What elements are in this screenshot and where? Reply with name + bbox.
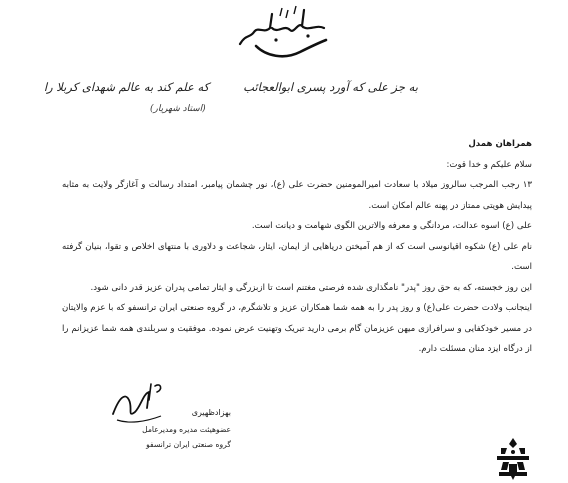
greeting: سلام علیکم و خدا قوت: (446, 159, 532, 170)
signatory-title: عضوهیئت مدیره ومدیرعامل (142, 425, 231, 434)
company-emblem-icon (493, 436, 533, 480)
paragraph-4: این روز خجسته، که به حق روز "پدر" نامگذاری شده فرصتی مغتنم است تا ازبزرگی و ایثار تمامی پدران عزیز قدر دانی شود. (90, 282, 532, 293)
poet-attribution: (استاد شهریار) (150, 104, 206, 114)
paragraph-1: ۱۳ رجب المرجب سالروز میلاد با سعادت امیرالمومنین حضرت علی (ع)، نور چشمان پیامبر، امتداد رسالت و آغازگر ولایت به مثابه پیدایش هویتی ممتاز در پهنه عالم امکان است. (62, 180, 532, 211)
signature-mark (105, 378, 175, 428)
poem-verse (44, 80, 418, 94)
paragraph-5: اینجانب ولادت حضرت علی(ع) و روز پدر را به همه شما همکاران عزیز و تلاشگرم، در گروه صنعتی ایران ترانسفو که با عزم والایتان در مسیر خودکفایی و سرافرازی میهن عزیزمان گام برمی دارید تبریک وتهنیت عرض نموده. موفقیت و سربلندی همه شما عزیزانم را از درگاه ایزد منان مسئلت دارم. (62, 303, 532, 354)
paragraph-3: نام علی (ع) شکوه اقیانوسی است که از هم آمیختن دریاهایی از ایمان، ایثار، شجاعت و دلاوری با منتهای اخلاص و تقوا، بنیان گرفته است. (62, 241, 532, 272)
poem-hemistich-2: که علم کند به عالم شهدای کربلا را (43, 80, 210, 94)
salutation: همراهان همدل (468, 139, 532, 149)
poem-hemistich-1: به جز علی که آورد پسری ابوالعجائب (243, 80, 418, 94)
paragraph-2: علی (ع) اسوه عدالت، مردانگی و معرفه والاترین الگوی شهامت و دیانت است. (251, 221, 532, 231)
basmala-calligraphy (236, 4, 332, 64)
signature-block (105, 378, 235, 458)
letter-body (62, 134, 532, 360)
signatory-name: بهزادظهیری (191, 408, 231, 417)
signatory-organization: گروه صنعتی ایران ترانسفو (146, 440, 231, 449)
